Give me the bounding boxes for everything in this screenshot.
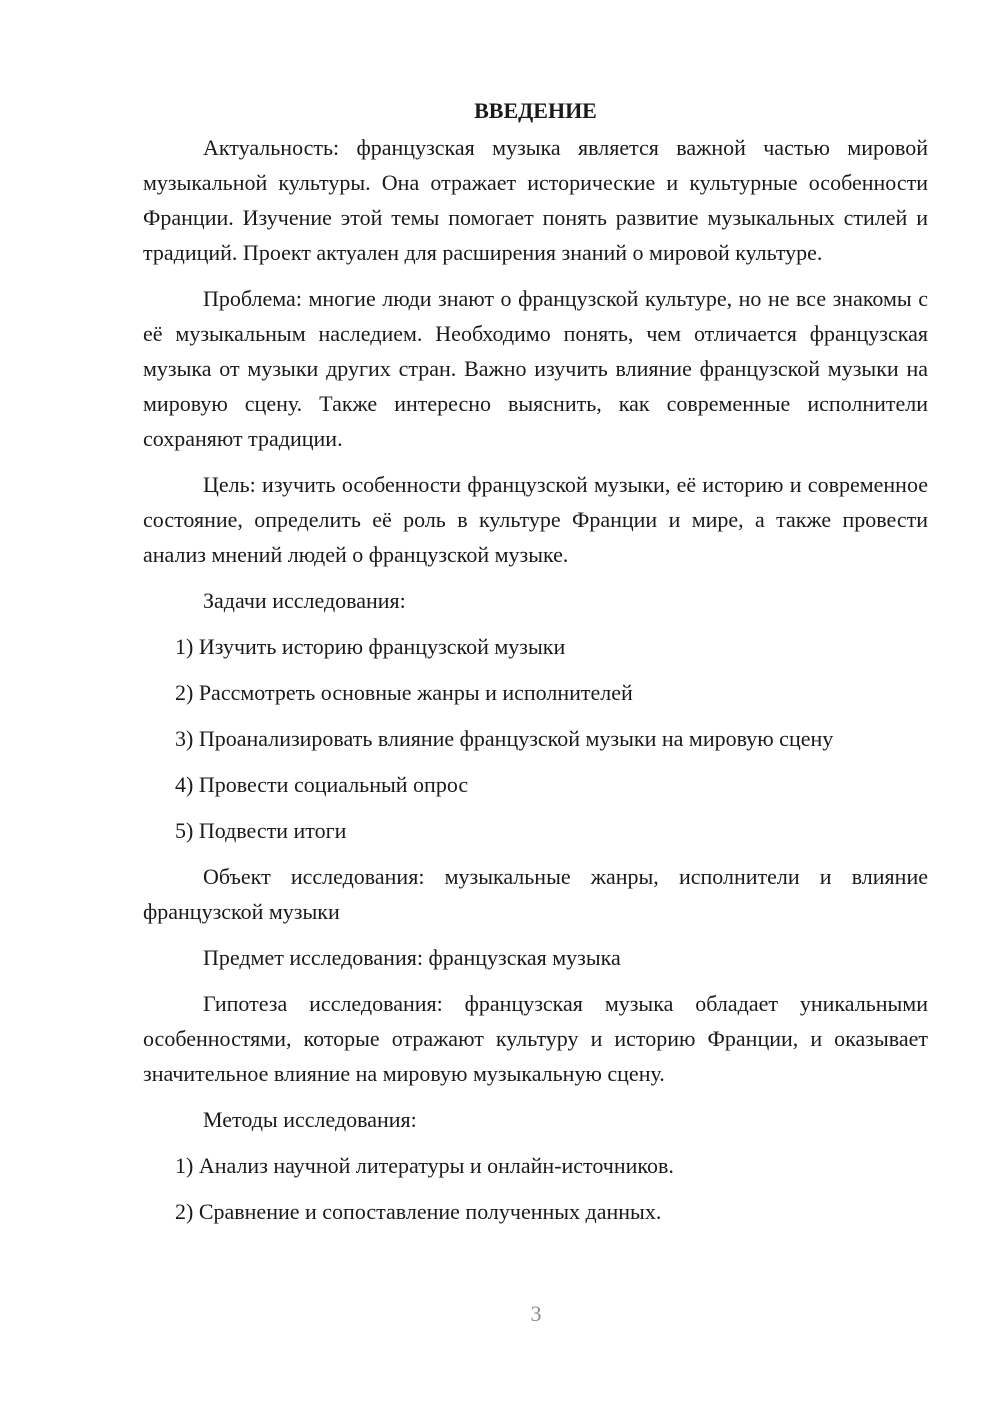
paragraph-hypothesis: Гипотеза исследования: французская музыка обладает уникальными особенностями, которые отражают культуру и историю Франции, и оказывает значительное влияние на мировую музыкальную сцену.: [143, 991, 928, 1086]
section-heading: ВВЕДЕНИЕ: [474, 98, 597, 123]
methods-list: [143, 1148, 928, 1229]
paragraph-problem: Проблема: многие люди знают о французской культуре, но не все знакомы с её музыкальным наследием. Необходимо понять, чем отличается французская музыка от музыки других стран. Важно изучить влияние французской музыки на мировую сцену. Также интересно выяснить, как современные исполнители сохраняют традиции.: [143, 286, 928, 451]
list-item: 3) Проанализировать влияние французской музыки на мировую сцену: [175, 726, 834, 751]
list-item: 1) Изучить историю французской музыки: [175, 634, 566, 659]
list-item: 2) Сравнение и сопоставление полученных данных.: [175, 1199, 662, 1224]
tasks-list: [143, 629, 928, 848]
methods-label: Методы исследования:: [203, 1107, 417, 1132]
page-content: [143, 92, 928, 1240]
list-item: 1) Анализ научной литературы и онлайн-источников.: [175, 1153, 674, 1178]
paragraph-goal: Цель: изучить особенности французской музыки, её историю и современное состояние, определить её роль в культуре Франции и мире, а также провести анализ мнений людей о французской музыке.: [143, 472, 928, 567]
tasks-label: Задачи исследования:: [203, 588, 406, 613]
page-number: 3: [530, 1301, 542, 1326]
paragraph-relevance: Актуальность: французская музыка является важной частью мировой музыкальной культуры. Она отражает исторические и культурные особенности Франции. Изучение этой темы помогает понять развитие музыкальных стилей и традиций. Проект актуален для расширения знаний о мировой культуре.: [143, 135, 928, 265]
list-item: 2) Рассмотреть основные жанры и исполнителей: [175, 680, 633, 705]
list-item: 5) Подвести итоги: [175, 818, 347, 843]
list-item: 4) Провести социальный опрос: [175, 772, 469, 797]
paragraph-object: Объект исследования: музыкальные жанры, исполнители и влияние французской музыки: [143, 864, 928, 924]
paragraph-subject: Предмет исследования: французская музыка: [203, 945, 621, 970]
